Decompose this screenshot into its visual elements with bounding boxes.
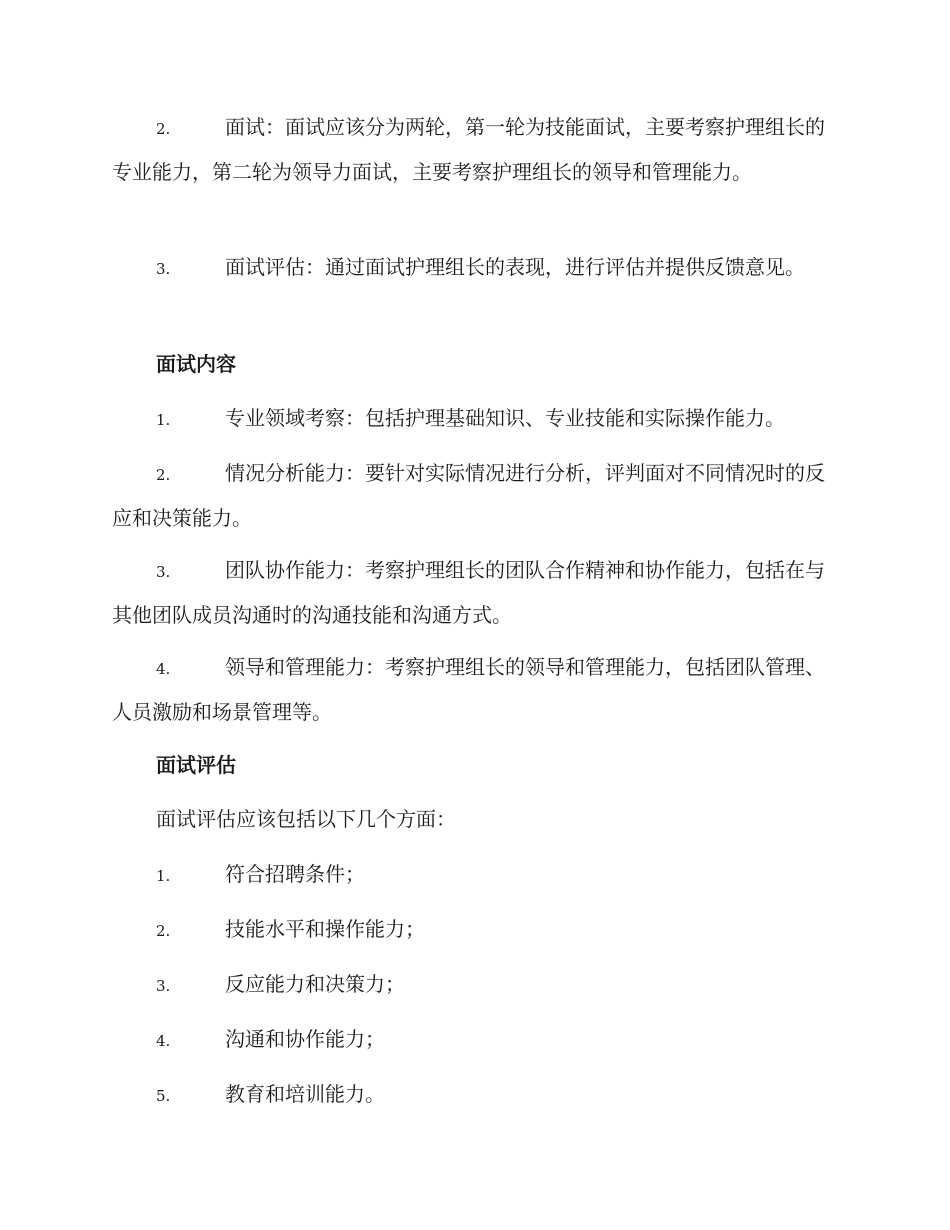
list-item-text: 技能水平和操作能力； [225, 917, 425, 941]
section-heading-evaluation: 面试评估 [156, 753, 236, 777]
list-number: 5. [156, 1087, 171, 1105]
list-number: 3. [156, 260, 171, 278]
list-number: 4. [156, 1032, 171, 1050]
process-item-3 [112, 246, 838, 291]
content-item-4 [112, 646, 838, 734]
list-item-text: 面试：面试应该分为两轮，第一轮为技能面试，主要考察护理组长的专业能力，第二轮为领导力面试，主要考察护理组长的领导和管理能力。 [112, 115, 825, 184]
list-number: 2. [156, 922, 171, 940]
list-number: 1. [156, 411, 171, 429]
list-number: 3. [156, 563, 171, 581]
list-item-text: 沟通和协作能力； [225, 1027, 385, 1051]
list-number: 2. [156, 466, 171, 484]
list-item-text: 面试评估：通过面试护理组长的表现，进行评估并提供反馈意见。 [225, 255, 805, 279]
evaluation-intro: 面试评估应该包括以下几个方面： [156, 807, 456, 831]
list-number: 2. [156, 120, 171, 138]
list-number: 4. [156, 660, 171, 678]
evaluation-item-1 [156, 859, 365, 891]
list-item-text: 专业领域考察：包括护理基础知识、专业技能和实际操作能力。 [225, 406, 785, 430]
list-item-text: 团队协作能力：考察护理组长的团队合作精神和协作能力，包括在与其他团队成员沟通时的沟通技能和沟通方式。 [112, 558, 825, 627]
list-item-text: 教育和培训能力。 [225, 1082, 385, 1106]
evaluation-item-2 [156, 914, 425, 946]
list-item-text: 反应能力和决策力； [225, 972, 405, 996]
evaluation-item-5 [156, 1079, 385, 1111]
list-number: 3. [156, 977, 171, 995]
evaluation-item-4 [156, 1024, 385, 1056]
content-item-1 [112, 397, 838, 442]
content-item-2 [112, 452, 838, 540]
list-item-text: 符合招聘条件； [225, 862, 365, 886]
content-item-3 [112, 549, 838, 637]
list-item-text: 领导和管理能力：考察护理组长的领导和管理能力，包括团队管理、人员激励和场景管理等。 [112, 655, 825, 724]
list-number: 1. [156, 867, 171, 885]
evaluation-item-3 [156, 969, 405, 1001]
section-heading-content: 面试内容 [156, 352, 236, 376]
process-item-2 [112, 106, 838, 194]
list-item-text: 情况分析能力：要针对实际情况进行分析，评判面对不同情况时的反应和决策能力。 [112, 461, 825, 530]
